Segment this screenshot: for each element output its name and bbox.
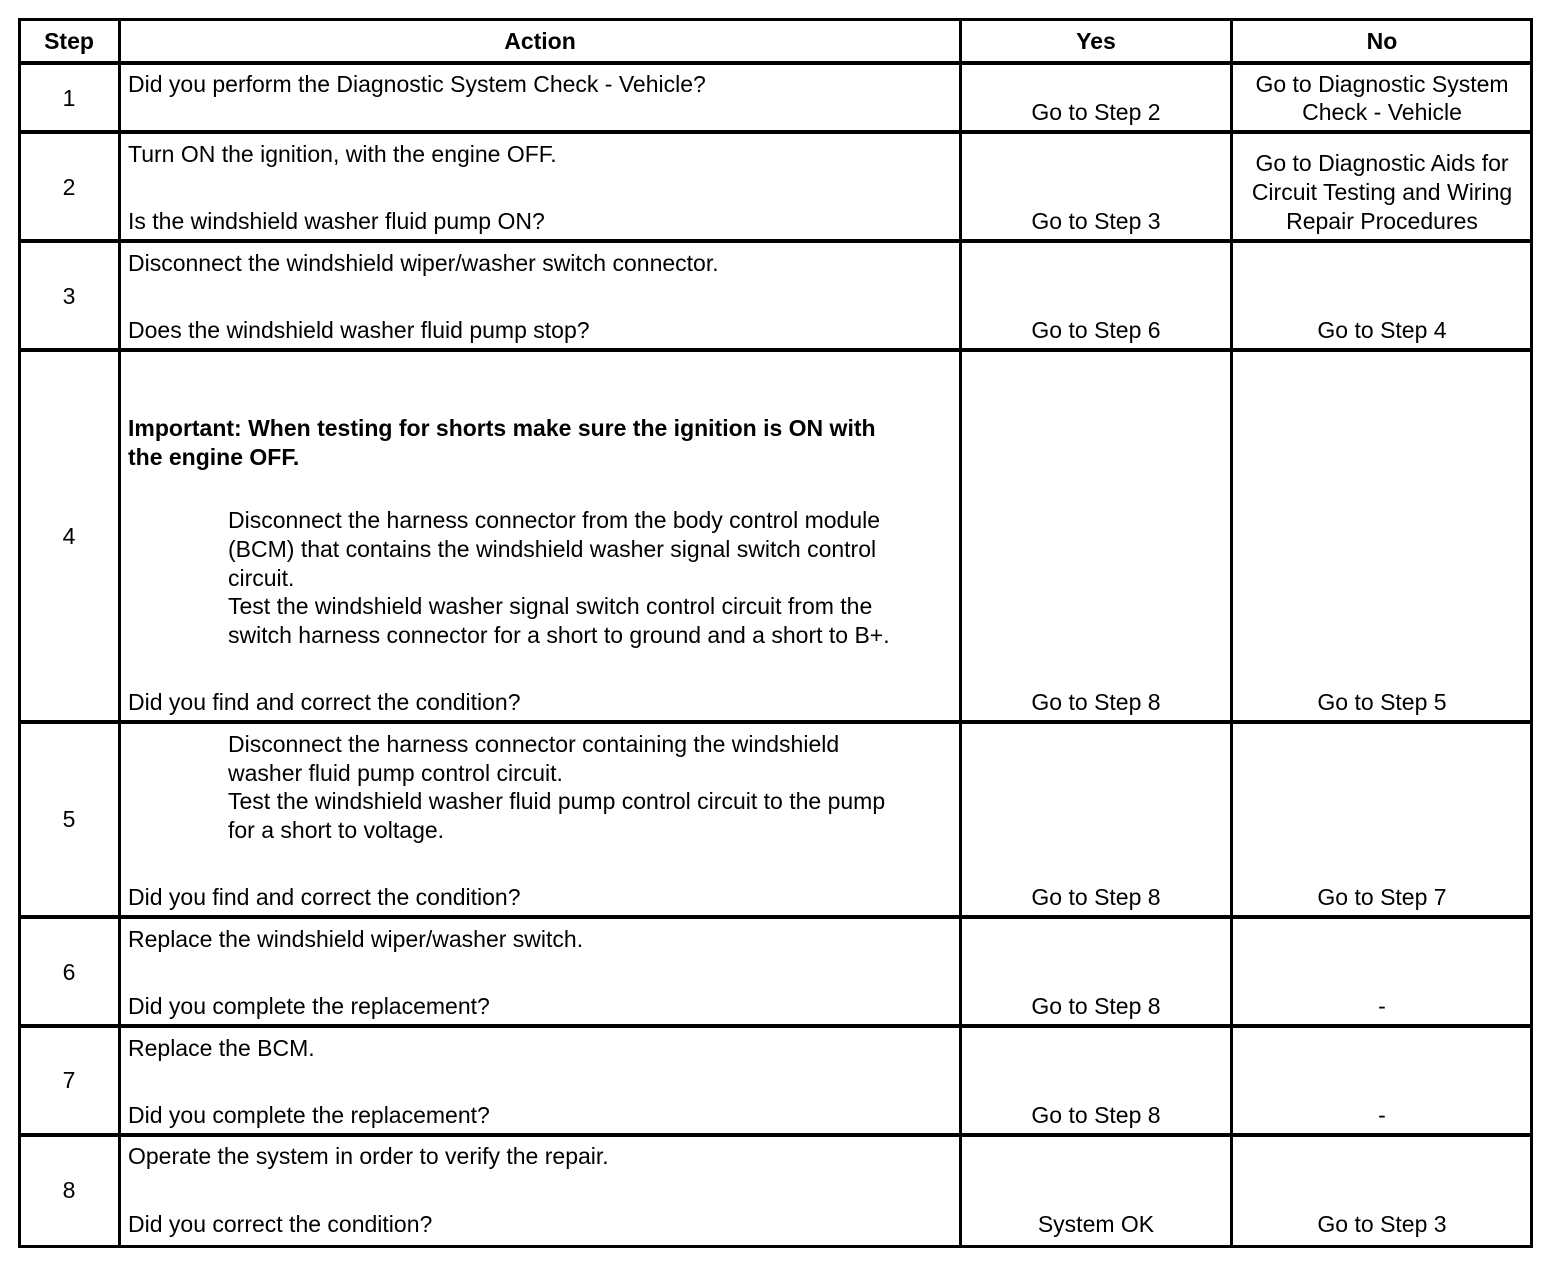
action-instruction: Turn ON the ignition, with the engine OFF.: [128, 141, 557, 167]
no-result-line: Check - Vehicle: [1302, 99, 1462, 125]
action-substep: for a short to voltage.: [228, 817, 445, 843]
yes-result: Go to Step 8: [1031, 689, 1161, 715]
action-instruction: Replace the BCM.: [128, 1035, 315, 1061]
action-question: Is the windshield washer fluid pump ON?: [128, 208, 545, 234]
action-question: Does the windshield washer fluid pump stop?: [128, 317, 590, 343]
yes-result: Go to Step 2: [1031, 99, 1161, 125]
yes-result: Go to Step 8: [1031, 993, 1161, 1019]
step-number: 3: [62, 283, 76, 309]
no-result-line: Circuit Testing and Wiring: [1251, 179, 1513, 205]
action-substep: washer fluid pump control circuit.: [228, 760, 563, 786]
step-number: 5: [62, 806, 76, 832]
header-step: Step: [44, 28, 94, 54]
no-result: Go to Step 3: [1317, 1211, 1447, 1237]
action-substep: circuit.: [228, 565, 295, 591]
header-action: Action: [504, 28, 576, 54]
important-note: Important: When testing for shorts make sure the ignition is ON with: [128, 415, 876, 441]
step-number: 1: [62, 85, 76, 111]
no-result-line: Go to Diagnostic System: [1255, 71, 1509, 97]
header-yes: Yes: [1076, 28, 1116, 54]
step-number: 4: [62, 523, 76, 549]
action-substep: Test the windshield washer signal switch control circuit from the: [228, 593, 873, 619]
action-substep: Disconnect the harness connector containing the windshield: [228, 731, 840, 757]
diagnostic-table: [18, 18, 1533, 1248]
step-number: 8: [62, 1177, 76, 1203]
action-question: Did you complete the replacement?: [128, 993, 490, 1019]
action-instruction: Replace the windshield wiper/washer switch.: [128, 926, 584, 952]
action-instruction: Operate the system in order to verify the repair.: [128, 1143, 609, 1169]
no-result: -: [1378, 1102, 1386, 1128]
header-no: No: [1366, 28, 1398, 54]
action-instruction: Disconnect the windshield wiper/washer switch connector.: [128, 250, 719, 276]
yes-result: Go to Step 8: [1031, 1102, 1161, 1128]
no-result-line: Go to Diagnostic Aids for: [1255, 150, 1509, 176]
yes-result: Go to Step 6: [1031, 317, 1161, 343]
action-substep: Test the windshield washer fluid pump control circuit to the pump: [228, 788, 886, 814]
action-substep: switch harness connector for a short to ground and a short to B+.: [228, 622, 890, 648]
step-number: 7: [62, 1067, 76, 1093]
action-substep: Disconnect the harness connector from the body control module: [228, 507, 881, 533]
no-result: Go to Step 4: [1317, 317, 1447, 343]
action-question: Did you correct the condition?: [128, 1211, 433, 1237]
yes-result: Go to Step 8: [1031, 884, 1161, 910]
no-result: Go to Step 7: [1317, 884, 1447, 910]
no-result: -: [1378, 993, 1386, 1019]
action-question: Did you find and correct the condition?: [128, 689, 521, 715]
yes-result: System OK: [1037, 1211, 1155, 1237]
action-question: Did you find and correct the condition?: [128, 884, 521, 910]
step-number: 6: [62, 959, 76, 985]
important-note: the engine OFF.: [128, 444, 300, 470]
step-number: 2: [62, 174, 76, 200]
yes-result: Go to Step 3: [1031, 208, 1161, 234]
action-question: Did you complete the replacement?: [128, 1102, 490, 1128]
action-substep: (BCM) that contains the windshield washer signal switch control: [228, 536, 877, 562]
no-result-line: Repair Procedures: [1286, 208, 1478, 234]
action-question: Did you perform the Diagnostic System Check - Vehicle?: [128, 71, 706, 97]
no-result: Go to Step 5: [1317, 689, 1447, 715]
